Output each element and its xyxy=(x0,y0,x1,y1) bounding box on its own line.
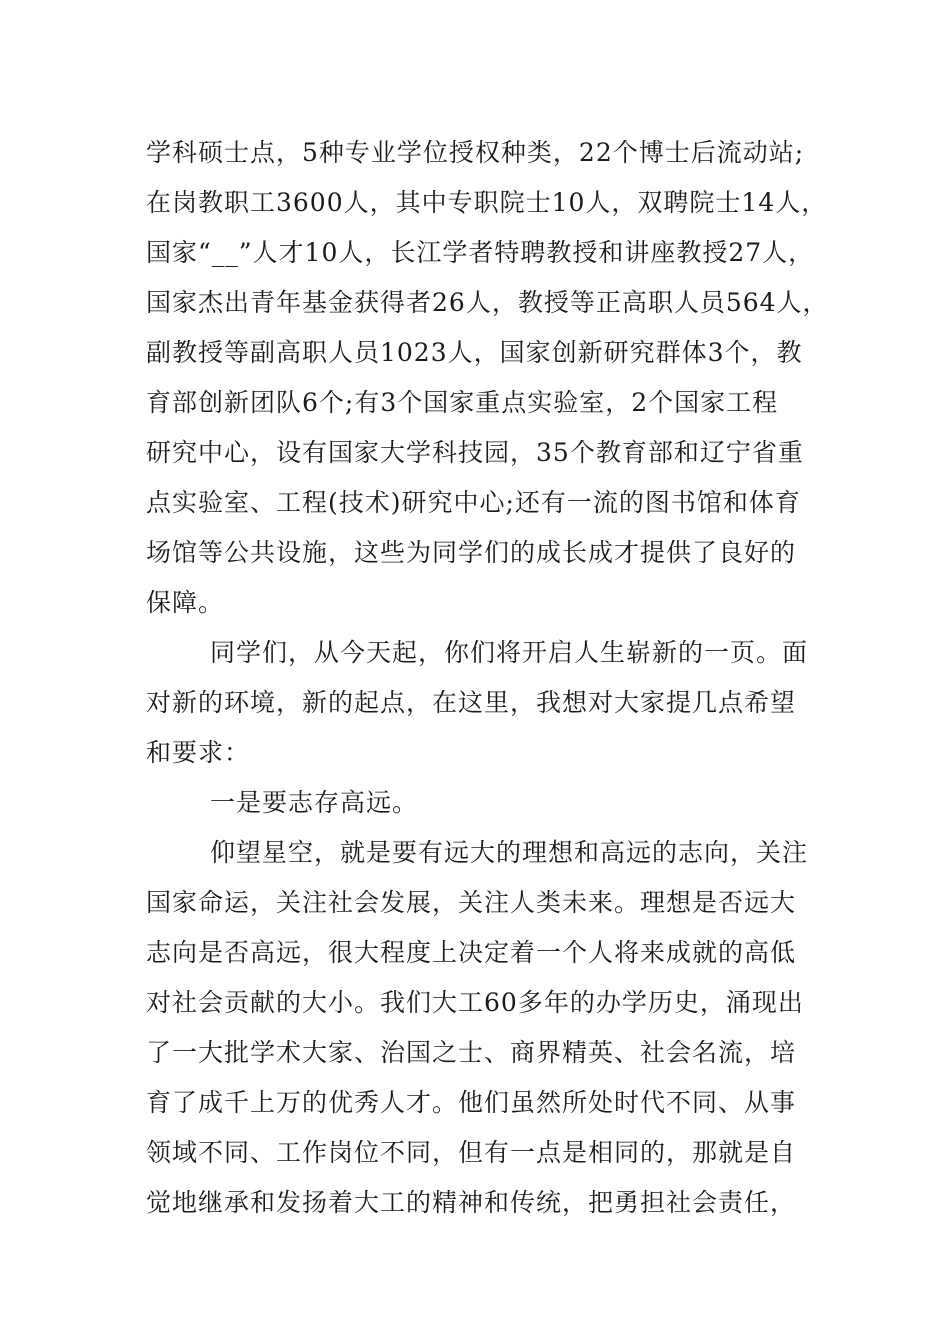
section-heading-line: 一是要志存高远。 xyxy=(210,788,419,817)
text-line: 在岗教职工3600人，其中专职院士10人，双聘院士14人， xyxy=(146,188,828,217)
text-line: 场馆等公共设施，这些为同学们的成长成才提供了良好的 xyxy=(146,538,797,567)
text-line: 志向是否高远，很大程度上决定着一个人将来成就的高低 xyxy=(146,938,797,967)
text-line: 国家“__”人才10人，长江学者特聘教授和讲座教授27人， xyxy=(146,238,815,267)
text-line: 国家杰出青年基金获得者26人，教授等正高职人员564人， xyxy=(146,288,829,317)
text-line: 对社会贡献的大小。我们大工60多年的办学历史，涌现出 xyxy=(146,988,804,1017)
text-line: 了一大批学术大家、治国之士、商界精英、社会名流，培 xyxy=(146,1038,797,1067)
text-line: 育了成千上万的优秀人才。他们虽然所处时代不同、从事 xyxy=(146,1088,797,1117)
text-line: 研究中心，设有国家大学科技园，35个教育部和辽宁省重 xyxy=(146,438,804,467)
text-line: 副教授等副高职人员1023人，国家创新研究群体3个，教 xyxy=(146,338,803,367)
text-line: 点实验室、工程(技术)研究中心;还有一流的图书馆和体育 xyxy=(146,488,801,517)
text-line: 和要求： xyxy=(146,738,251,767)
text-line: 对新的环境，新的起点，在这里，我想对大家提几点希望 xyxy=(146,688,797,717)
paragraph-first-line: 仰望星空，就是要有远大的理想和高远的志向，关注 xyxy=(210,838,809,867)
text-line: 保障。 xyxy=(146,588,225,617)
text-line: 国家命运，关注社会发展，关注人类未来。理想是否远大 xyxy=(146,888,797,917)
document-body xyxy=(146,128,836,1228)
text-line: 育部创新团队6个;有3个国家重点实验室，2个国家工程 xyxy=(146,388,779,417)
paragraph-first-line: 同学们，从今天起，你们将开启人生崭新的一页。面 xyxy=(210,638,809,667)
text-line: 觉地继承和发扬着大工的精神和传统，把勇担社会责任， xyxy=(146,1188,797,1217)
text-line: 学科硕士点，5种专业学位授权种类，22个博士后流动站; xyxy=(146,138,805,167)
text-line: 领域不同、工作岗位不同，但有一点是相同的，那就是自 xyxy=(146,1138,797,1167)
